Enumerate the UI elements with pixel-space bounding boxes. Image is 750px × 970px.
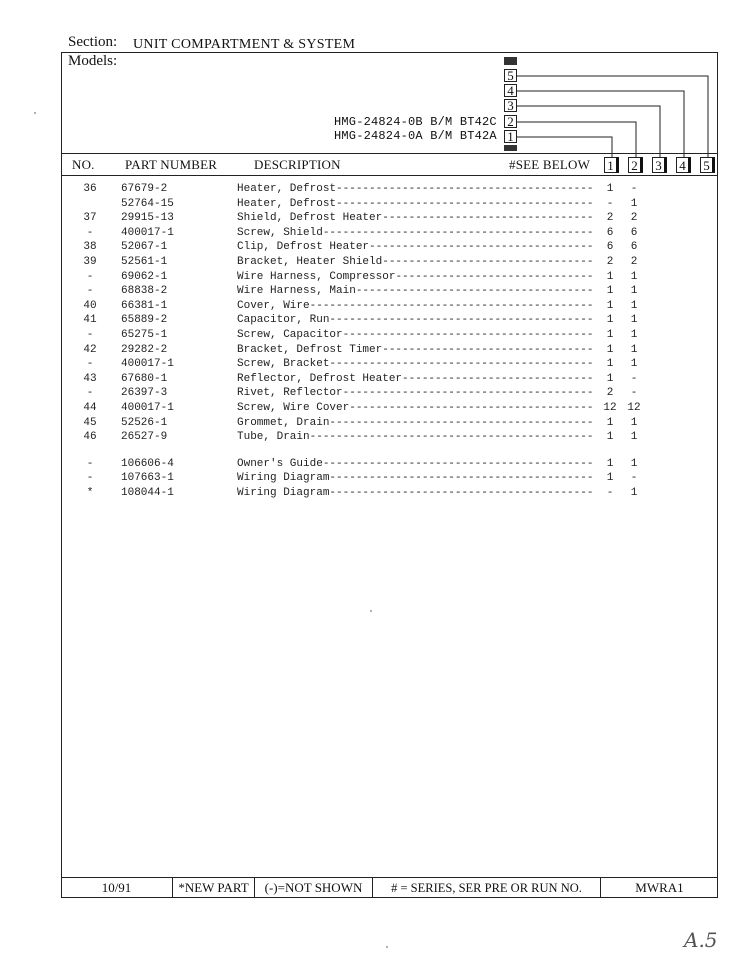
model-name-1: HMG-24824-0A B/M BT42A bbox=[334, 129, 497, 143]
series-box-4: 4 bbox=[676, 157, 691, 173]
dot-leader: ------------------------------------ bbox=[355, 285, 594, 298]
item-number: 38 bbox=[83, 241, 97, 254]
dot-leader: -------------------------------------- bbox=[342, 387, 594, 400]
part-number: 52561-1 bbox=[121, 256, 168, 268]
series-2-qty: 12 bbox=[627, 402, 641, 414]
part-description: Heater, Defrost--------------------------------------- bbox=[237, 197, 594, 210]
series-1-qty: 1 bbox=[606, 285, 614, 298]
series-1-qty: 2 bbox=[606, 212, 614, 225]
scan-speck bbox=[386, 946, 388, 948]
part-description: Wire Harness, Main------------------------------------ bbox=[237, 285, 594, 298]
model-box-3: 3 bbox=[504, 99, 517, 112]
part-number: 106606-4 bbox=[121, 457, 174, 470]
part-description: Wire Harness, Compressor------------------------------ bbox=[237, 270, 594, 283]
part-description: Clip, Defrost Heater---------------------------------- bbox=[237, 241, 594, 254]
series-box-3: 3 bbox=[652, 157, 667, 173]
part-number: 29282-2 bbox=[121, 343, 168, 356]
series-1-qty: - bbox=[606, 487, 614, 499]
item-number: * bbox=[86, 487, 94, 499]
series-1-qty: 1 bbox=[606, 343, 614, 356]
footer-new-part: *NEW PART bbox=[178, 880, 249, 895]
models-label: Models: bbox=[68, 53, 118, 69]
part-description: Screw, Bracket---------------------------------------- bbox=[237, 358, 594, 371]
item-number: 39 bbox=[83, 256, 97, 268]
part-number: 65275-1 bbox=[121, 329, 168, 341]
item-number: - bbox=[86, 387, 94, 400]
series-2-qty: 2 bbox=[630, 212, 638, 225]
part-number: 52764-15 bbox=[121, 197, 174, 210]
series-1-qty: 1 bbox=[606, 299, 614, 312]
part-description: Cover, Wire------------------------------------------- bbox=[237, 299, 594, 312]
part-number: 400017-1 bbox=[121, 402, 174, 414]
part-number: 108044-1 bbox=[121, 487, 174, 499]
series-1-qty: - bbox=[606, 197, 614, 210]
part-description: Rivet, Reflector-------------------------------------- bbox=[237, 387, 594, 400]
part-description: Tube, Drain------------------------------------------- bbox=[237, 431, 594, 444]
part-number: 65889-2 bbox=[121, 314, 168, 327]
model-box-1: 1 bbox=[504, 130, 517, 143]
series-1-qty: 1 bbox=[606, 431, 614, 444]
series-1-qty: 1 bbox=[606, 314, 614, 327]
model-name-2: HMG-24824-0B B/M BT42C bbox=[334, 115, 497, 129]
series-1-qty: 6 bbox=[606, 241, 614, 254]
dot-leader: -------------------------------- bbox=[382, 343, 594, 356]
dot-leader: ---------------------------------- bbox=[369, 241, 594, 254]
series-1-qty: 1 bbox=[606, 270, 614, 283]
series-2-qty: 1 bbox=[630, 416, 638, 429]
column-header-description: DESCRIPTION bbox=[254, 157, 341, 172]
series-2-qty: 2 bbox=[630, 256, 638, 268]
part-description: Screw, Shield----------------------------------------- bbox=[237, 226, 594, 239]
part-number: 400017-1 bbox=[121, 358, 174, 371]
series-2-qty: 1 bbox=[630, 487, 638, 499]
series-2-qty: 1 bbox=[630, 314, 638, 327]
part-description: Screw, Capacitor-------------------------------------- bbox=[237, 329, 594, 341]
part-number: 29915-13 bbox=[121, 212, 174, 225]
header-bottom-rule bbox=[61, 175, 718, 176]
series-2-qty: 1 bbox=[630, 285, 638, 298]
dot-leader: ----------------------------------------- bbox=[322, 457, 594, 470]
dot-leader: -------------------------------- bbox=[382, 212, 594, 225]
part-description: Grommet, Drain---------------------------------------- bbox=[237, 416, 594, 429]
column-header-no: NO. bbox=[72, 157, 95, 172]
dot-leader: ------------------------------------------- bbox=[309, 431, 594, 444]
series-1-qty: 1 bbox=[606, 358, 614, 371]
dot-leader: ---------------------------------------- bbox=[329, 487, 594, 499]
dot-leader: --------------------------------------- bbox=[336, 183, 594, 195]
part-description: Bracket, Heater Shield-------------------------------- bbox=[237, 256, 594, 268]
part-number: 68838-2 bbox=[121, 285, 168, 298]
parts-list bbox=[0, 183, 750, 513]
series-2-qty: - bbox=[630, 387, 638, 400]
dot-leader: ----------------------------------------- bbox=[322, 226, 594, 239]
series-box-2: 2 bbox=[628, 157, 643, 173]
footer-series-note: # = SERIES, SER PRE OR RUN NO. bbox=[391, 881, 582, 895]
series-2-qty: 1 bbox=[630, 270, 638, 283]
series-1-qty: 1 bbox=[606, 372, 614, 385]
part-description: Wiring Diagram---------------------------------------- bbox=[237, 487, 594, 499]
part-description: Screw, Wire Cover------------------------------------- bbox=[237, 402, 594, 414]
dot-leader: ------------------------------------- bbox=[349, 402, 594, 414]
series-1-qty: 1 bbox=[606, 416, 614, 429]
item-number: 37 bbox=[83, 212, 97, 225]
series-1-qty: 12 bbox=[603, 402, 617, 414]
series-1-qty: 1 bbox=[606, 472, 614, 485]
series-2-qty: 1 bbox=[630, 197, 638, 210]
column-header-see-below: #SEE BELOW bbox=[509, 157, 591, 172]
item-number: 43 bbox=[83, 372, 97, 385]
part-number: 26527-9 bbox=[121, 431, 168, 444]
dot-leader: ---------------------------------------- bbox=[329, 472, 594, 485]
dot-leader: -------------------------------- bbox=[382, 256, 594, 268]
part-number: 67679-2 bbox=[121, 183, 168, 195]
series-2-qty: 6 bbox=[630, 241, 638, 254]
series-1-qty: 1 bbox=[606, 183, 614, 195]
item-number: - bbox=[86, 472, 94, 485]
series-box-5: 5 bbox=[700, 157, 715, 173]
series-2-qty: 1 bbox=[630, 299, 638, 312]
item-number: - bbox=[86, 329, 94, 341]
footer-not-shown: (-)=NOT SHOWN bbox=[264, 880, 363, 895]
dot-leader: -------------------------------------- bbox=[342, 329, 594, 341]
part-number: 52067-1 bbox=[121, 241, 168, 254]
model-box-5: 5 bbox=[504, 69, 517, 82]
series-2-qty: - bbox=[630, 472, 638, 485]
item-number: - bbox=[86, 226, 94, 239]
series-2-qty: 1 bbox=[630, 457, 638, 470]
section-title: UNIT COMPARTMENT & SYSTEM bbox=[133, 37, 356, 52]
header-top-rule bbox=[61, 153, 718, 154]
series-2-qty: 1 bbox=[630, 358, 638, 371]
dot-leader: --------------------------------------- bbox=[336, 197, 594, 210]
series-2-qty: 6 bbox=[630, 226, 638, 239]
part-description: Shield, Defrost Heater-------------------------------- bbox=[237, 212, 594, 225]
part-number: 69062-1 bbox=[121, 270, 168, 283]
part-number: 26397-3 bbox=[121, 387, 168, 400]
item-number: - bbox=[86, 285, 94, 298]
series-2-qty: 1 bbox=[630, 343, 638, 356]
series-1-qty: 2 bbox=[606, 256, 614, 268]
item-number: 42 bbox=[83, 343, 97, 356]
item-number: 40 bbox=[83, 299, 97, 312]
part-number: 400017-1 bbox=[121, 226, 174, 239]
item-number: - bbox=[86, 358, 94, 371]
series-1-qty: 2 bbox=[606, 387, 614, 400]
dot-leader: ------------------------------ bbox=[395, 270, 594, 283]
series-2-qty: 1 bbox=[630, 329, 638, 341]
dot-leader: ---------------------------------------- bbox=[329, 416, 594, 429]
part-number: 52526-1 bbox=[121, 416, 168, 429]
footer-date: 10/91 bbox=[101, 880, 132, 895]
item-number: - bbox=[86, 457, 94, 470]
part-number: 107663-1 bbox=[121, 472, 174, 485]
series-2-qty: - bbox=[630, 372, 638, 385]
dot-leader: ---------------------------------------- bbox=[329, 314, 594, 327]
series-2-qty: - bbox=[630, 183, 638, 195]
part-description: Heater, Defrost--------------------------------------- bbox=[237, 183, 594, 195]
part-description: Bracket, Defrost Timer-------------------------------- bbox=[237, 343, 594, 356]
series-1-qty: 1 bbox=[606, 457, 614, 470]
series-box-1: 1 bbox=[604, 157, 619, 173]
scan-speck bbox=[34, 112, 36, 114]
dot-leader: ---------------------------------------- bbox=[329, 358, 594, 371]
part-description: Capacitor, Run---------------------------------------- bbox=[237, 314, 594, 327]
dot-leader: ----------------------------- bbox=[402, 372, 594, 385]
series-2-qty: 1 bbox=[630, 431, 638, 444]
item-number: 46 bbox=[83, 431, 97, 444]
dot-leader: ------------------------------------------- bbox=[309, 299, 594, 312]
part-number: 67680-1 bbox=[121, 372, 168, 385]
part-description: Wiring Diagram---------------------------------------- bbox=[237, 472, 594, 485]
handwritten-page-mark: A.5 bbox=[684, 928, 718, 952]
column-header-part-number: PART NUMBER bbox=[125, 157, 218, 172]
item-number: 36 bbox=[83, 183, 97, 195]
item-number: 44 bbox=[83, 402, 97, 414]
scan-speck bbox=[370, 610, 372, 612]
series-1-qty: 6 bbox=[606, 226, 614, 239]
footer-code: MWRA1 bbox=[635, 880, 684, 895]
model-box-4: 4 bbox=[504, 84, 517, 97]
section-label: Section: bbox=[68, 34, 118, 50]
item-number: 41 bbox=[83, 314, 97, 327]
part-number: 66381-1 bbox=[121, 299, 168, 312]
item-number: 45 bbox=[83, 416, 97, 429]
item-number: - bbox=[86, 270, 94, 283]
model-box-2: 2 bbox=[504, 115, 517, 128]
series-1-qty: 1 bbox=[606, 329, 614, 341]
part-description: Reflector, Defrost Heater----------------------------- bbox=[237, 372, 594, 385]
part-description: Owner's Guide----------------------------------------- bbox=[237, 457, 594, 470]
